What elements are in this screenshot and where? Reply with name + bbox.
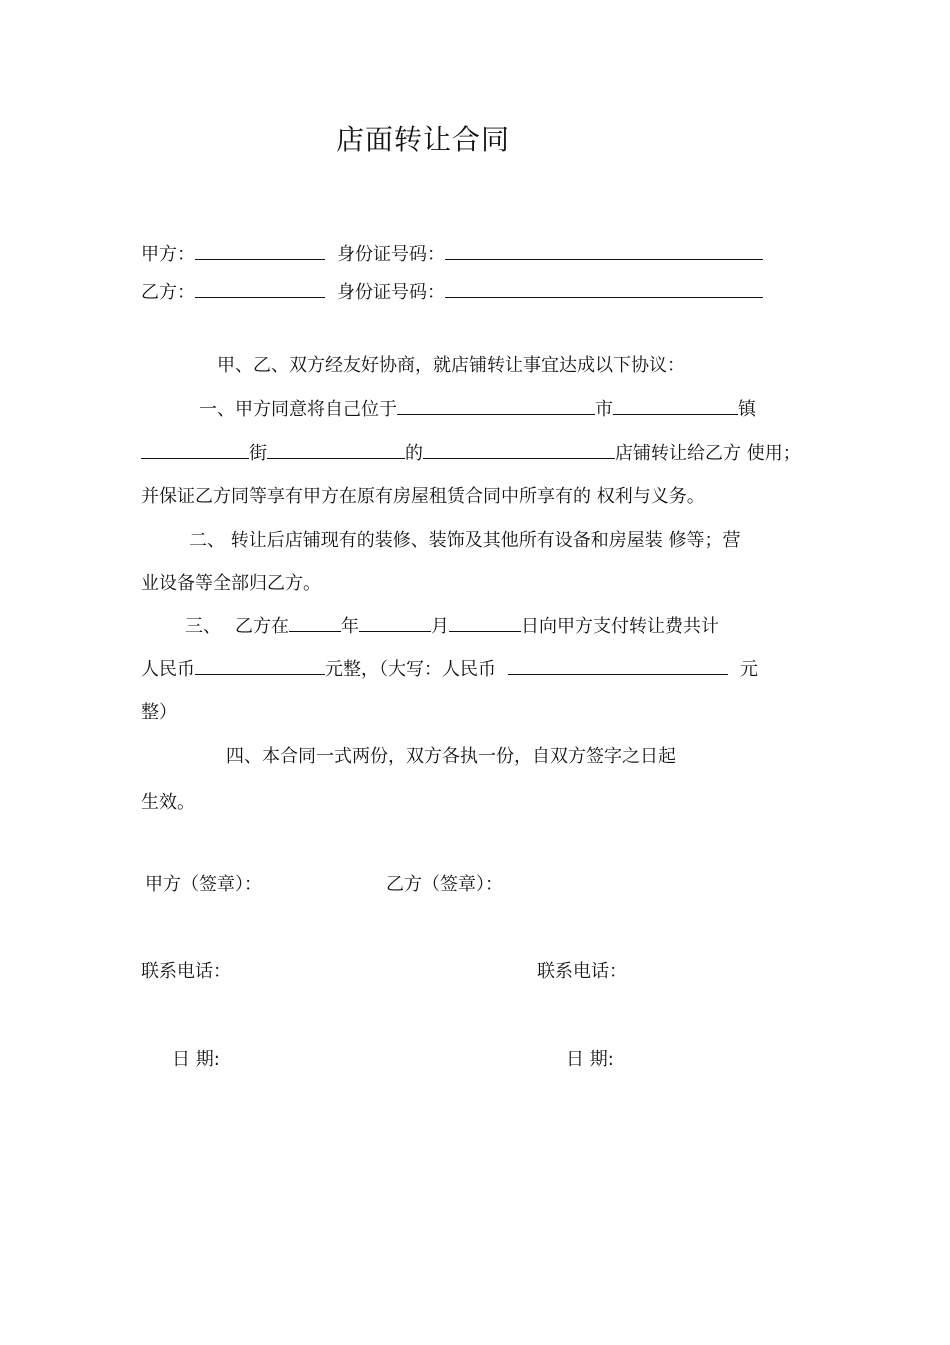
document-title: 店面转让合同: [336, 123, 511, 156]
street-blank[interactable]: [141, 457, 249, 459]
month-label: 月: [431, 616, 449, 637]
clause4-line2: 生效。: [141, 792, 195, 813]
party-a-name-blank[interactable]: [195, 258, 325, 260]
town-label: 镇: [738, 399, 756, 420]
party-a-id-blank[interactable]: [445, 258, 763, 260]
clause1-line2: [141, 445, 801, 463]
party-b-signature[interactable]: 乙方（签章）：: [386, 874, 503, 895]
clause3-line1: [185, 618, 719, 636]
day-blank[interactable]: [449, 630, 521, 632]
clause2-line1: 二、 转让后店铺现有的装修、装饰及其他所有设备和房屋装 修等；营: [189, 530, 741, 551]
town-blank[interactable]: [613, 413, 738, 415]
city-blank[interactable]: [397, 413, 595, 415]
contact-right[interactable]: 联系电话：: [537, 961, 627, 982]
clause4-line1: 四、本合同一式两份，双方各执一份，自双方签字之日起: [226, 746, 676, 767]
clause1-line1: [199, 401, 756, 419]
month-blank[interactable]: [359, 630, 431, 632]
city-label: 市: [595, 399, 613, 420]
party-b-line: [141, 284, 763, 302]
party-a-id-label: 身份证号码：: [337, 244, 445, 265]
party-a-label: 甲方：: [141, 244, 195, 265]
party-a-signature[interactable]: 甲方（签章）：: [145, 874, 262, 895]
contact-left[interactable]: 联系电话：: [141, 961, 231, 982]
clause1-line3: 并保证乙方同等享有甲方在原有房屋租赁合同中所享有的 权利与义务。: [141, 486, 705, 507]
party-a-line: [141, 246, 763, 264]
yuan-label: 元: [740, 659, 758, 680]
clause3-text: 乙方在: [235, 616, 289, 637]
amount-capital-blank[interactable]: [508, 673, 728, 675]
day-text: 日向甲方支付转让费共计: [521, 616, 719, 637]
amount-blank[interactable]: [195, 673, 325, 675]
rmb-label: 人民币: [141, 659, 195, 680]
clause3-number: 三、: [185, 616, 221, 637]
clause1-text: 一、甲方同意将自己位于: [199, 399, 397, 420]
shop-name-blank[interactable]: [423, 457, 615, 459]
clause3-line2: [141, 661, 758, 679]
intro-text: 甲、乙、双方经友好协商，就店铺转让事宜达成以下协议：: [217, 355, 685, 376]
party-b-name-blank[interactable]: [195, 296, 325, 298]
party-b-id-label: 身份证号码：: [337, 282, 445, 303]
party-b-label: 乙方：: [141, 282, 195, 303]
transfer-text: 店铺转让给乙方 使用；: [615, 443, 801, 464]
date-right[interactable]: 日 期:: [566, 1049, 614, 1070]
address-blank[interactable]: [267, 457, 405, 459]
of-label: 的: [405, 443, 423, 464]
party-b-id-blank[interactable]: [445, 296, 763, 298]
year-blank[interactable]: [289, 630, 341, 632]
amount-capital-text: 元整，（大写：人民币: [325, 659, 496, 680]
year-label: 年: [341, 616, 359, 637]
clause3-line3: 整）: [141, 702, 177, 723]
date-left[interactable]: 日 期:: [172, 1049, 220, 1070]
clause2-line2: 业设备等全部归乙方。: [141, 573, 321, 594]
street-label: 街: [249, 443, 267, 464]
